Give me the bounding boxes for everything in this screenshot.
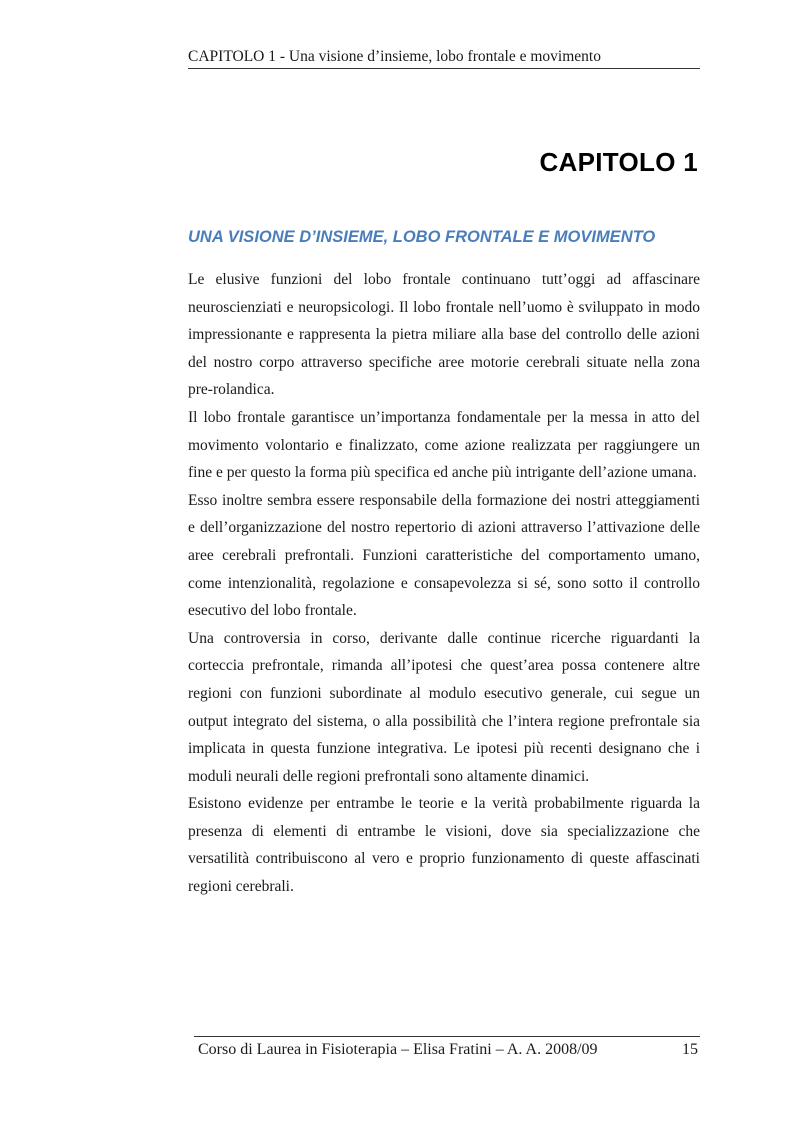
- body-text: [188, 266, 700, 901]
- footer-text: Corso di Laurea in Fisioterapia – Elisa Fratini – A. A. 2008/09: [198, 1041, 598, 1058]
- footer-rule: [194, 1036, 700, 1037]
- paragraph: Esistono evidenze per entrambe le teorie e la verità probabilmente riguarda la presenza di elementi di entrambe le visioni, dove sia specializzazione che versatilità contribuiscono al vero e proprio funzionamento di queste affascinati regioni cerebrali.: [188, 795, 700, 896]
- paragraph: Una controversia in corso, derivante dalle continue ricerche riguardanti la corteccia prefrontale, rimanda all’ipotesi che quest’area possa contenere altre regioni con funzioni subordinate al modulo esecutivo generale, cui segue un output integrato del sistema, o alla possibilità che l’intera regione prefrontale sia implicata in questa funzione integrativa. Le ipotesi più recenti designano che i moduli neurali delle regioni prefrontali sono altamente dinamici.: [188, 629, 700, 785]
- chapter-title: CAPITOLO 1: [539, 147, 698, 177]
- page-number: 15: [682, 1041, 698, 1058]
- header-rule: [188, 68, 700, 69]
- section-title: UNA VISIONE D’INSIEME, LOBO FRONTALE E MOVIMENTO: [188, 228, 656, 246]
- running-header: CAPITOLO 1 - Una visione d’insieme, lobo frontale e movimento: [188, 48, 601, 65]
- paragraph: Le elusive funzioni del lobo frontale continuano tutt’oggi ad affascinare neuroscienziati e neuropsicologi. Il lobo frontale nell’uomo è sviluppato in modo impressionante e rappresenta la pietra miliare alla base del controllo delle azioni del nostro corpo attraverso specifiche aree motorie cerebrali situate nella zona pre-rolandica.: [188, 271, 700, 399]
- paragraph: Il lobo frontale garantisce un’importanza fondamentale per la messa in atto del movimento volontario e finalizzato, come azione realizzata per raggiungere un fine e per questo la forma più specifica ed anche più intrigante dell’azione umana.: [188, 408, 700, 482]
- paragraph: Esso inoltre sembra essere responsabile della formazione dei nostri atteggiamenti e dell’organizzazione del nostro repertorio di azioni attraverso l’attivazione delle aree cerebrali prefrontali. Funzioni caratteristiche del comportamento umano, come intenzionalità, regolazione e consapevolezza si sé, sono sotto il controllo esecutivo del lobo frontale.: [188, 491, 700, 620]
